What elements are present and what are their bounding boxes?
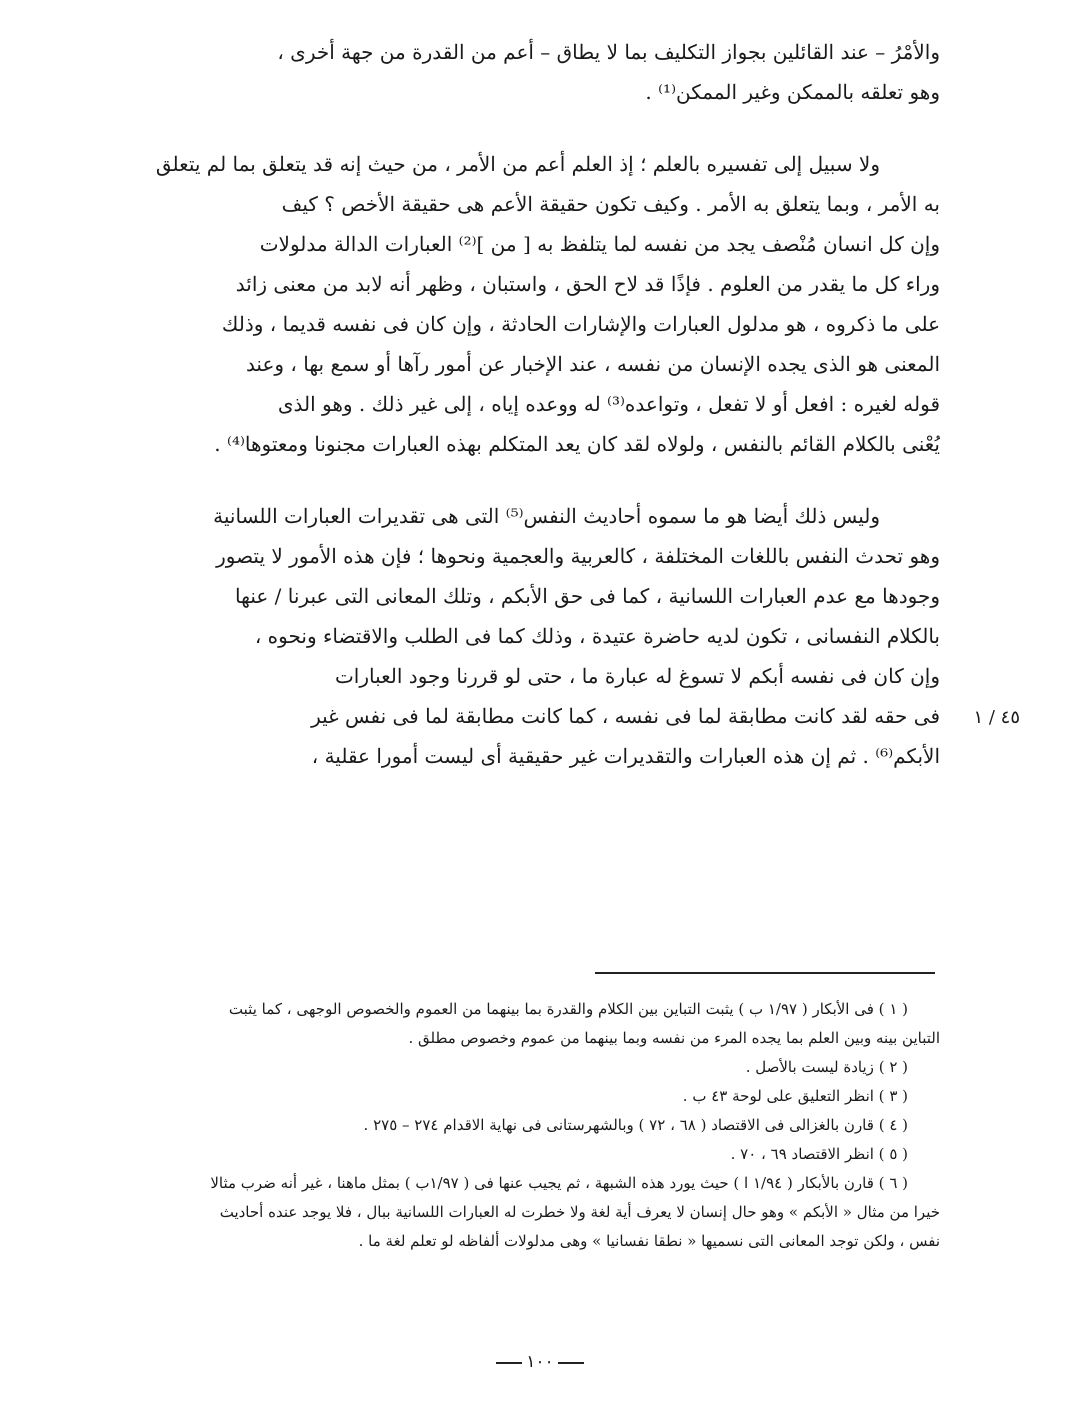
footnote-5: ( ٥ ) انظر الاقتصاد ٦٩ ، ٧٠ . (730, 1145, 908, 1163)
footnote-1: ( ١ ) فى الأبكار ( ١/٩٧ ب ) يثبت التباين بين الكلام والقدرة بما بينهما من العموم والخصوص الوجهى ، كما يثبت (228, 1000, 908, 1018)
text-line: وجودها مع عدم العبارات اللسانية ، كما فى حق الأبكم ، وتلك المعانى التى عبرنا / عنها (235, 584, 940, 608)
text-line: فى حقه لقد كانت مطابقة لما فى نفسه ، كما كانت مطابقة لما فى نفس غير (311, 704, 940, 728)
text-line: وإن كل انسان مُنْصف يجد من نفسه لما يتلفظ به [ من ]⁽²⁾ العبارات الدالة مدلولات (259, 232, 940, 256)
text-line: وراء كل ما يقدر من العلوم . فإذًا قد لاح الحق ، واستبان ، وظهر أنه لابد من معنى زائد (235, 272, 940, 296)
text-line: قوله لغيره : افعل أو لا تفعل ، وتواعده⁽³⁾ له ووعده إياه ، إلى غير ذلك . وهو الذى (277, 392, 940, 416)
page-number-text: ١٠٠ (526, 1352, 554, 1372)
footnotes (92, 995, 940, 1256)
footnote-4: ( ٤ ) قارن بالغزالى فى الاقتصاد ( ٦٨ ، ٧٢ ) وبالشهرستانى فى نهاية الاقدام ٢٧٤ – ٢٧٥ . (363, 1116, 908, 1134)
page-number (440, 1352, 640, 1372)
footnote-2: ( ٢ ) زيادة ليست بالأصل . (745, 1058, 908, 1076)
footnote-separator (595, 972, 935, 974)
text-line: الأبكم⁽⁶⁾ . ثم إن هذه العبارات والتقديرات غير حقيقية أى ليست أمورا عقلية ، (311, 744, 940, 768)
text-line: ولا سبيل إلى تفسيره بالعلم ؛ إذ العلم أعم من الأمر ، من حيث إنه قد يتعلق بما لم يتعلق (155, 152, 880, 176)
text-line: وليس ذلك أيضا هو ما سموه أحاديث النفس⁽⁵⁾ التى هى تقديرات العبارات اللسانية (213, 504, 880, 528)
text-line: به الأمر ، وبما يتعلق به الأمر . وكيف تكون حقيقة الأعم هى حقيقة الأخص ؟ كيف (281, 192, 940, 216)
footnote-1-continued: التباين بينه وبين العلم بما يجده المرء من نفسه وبما بينهما من عموم وخصوص مطلق . (408, 1029, 940, 1047)
page-number-dash (496, 1362, 522, 1364)
text-line: وإن كان فى نفسه أبكم لا تسوغ له عبارة ما ، حتى لو قررنا وجود العبارات (334, 664, 940, 688)
body-text (92, 32, 940, 776)
footnote-3: ( ٣ ) انظر التعليق على لوحة ٤٣ ب . (682, 1087, 908, 1105)
footnote-6-continued: خيرا من مثال « الأبكم » وهو حال إنسان لا يعرف أية لغة ولا خطرت له العبارات اللسانية ببال ، فلا يوجد عنده أحاديث (219, 1203, 940, 1221)
footnote-6: ( ٦ ) قارن بالأبكار ( ١/٩٤ ا ) حيث يورد هذه الشبهة ، ثم يجيب عنها فى ( ١/٩٧ب ) بمثل ماهنا ، غير أنه ضرب مثالا (210, 1174, 908, 1192)
text-line: المعنى هو الذى يجده الإنسان من نفسه ، عند الإخبار عن أمور رآها أو سمع بها ، وعند (245, 352, 940, 376)
manuscript-folio-reference: ٤٥ / ١ (973, 707, 1020, 728)
text-line: وهو تعلقه بالممكن وغير الممكن⁽¹⁾ . (645, 80, 940, 104)
page-number-dash (558, 1362, 584, 1364)
text-line: وهو تحدث النفس باللغات المختلفة ، كالعربية والعجمية ونحوها ؛ فإن هذه الأمور لا يتصور (216, 544, 940, 568)
text-line: والأمْرُ – عند القائلين بجواز التكليف بما لا يطاق – أعم من القدرة من جهة أخرى ، (277, 40, 940, 64)
footnote-6-continued: نفس ، ولكن توجد المعانى التى نسميها « نطقا نفسانيا » وهى مدلولات ألفاظه لو تعلم لغة ما . (358, 1232, 940, 1250)
text-line: بالكلام النفسانى ، تكون لديه حاضرة عتيدة ، وذلك كما فى الطلب والاقتضاء ونحوه ، (254, 624, 940, 648)
text-line: على ما ذكروه ، هو مدلول العبارات والإشارات الحادثة ، وإن كان فى نفسه قديما ، وذلك (221, 312, 940, 336)
text-line: يُعْنى بالكلام القائم بالنفس ، ولولاه لقد كان يعد المتكلم بهذه العبارات مجنونا ومعتوها⁽⁴⁾ . (214, 432, 940, 456)
